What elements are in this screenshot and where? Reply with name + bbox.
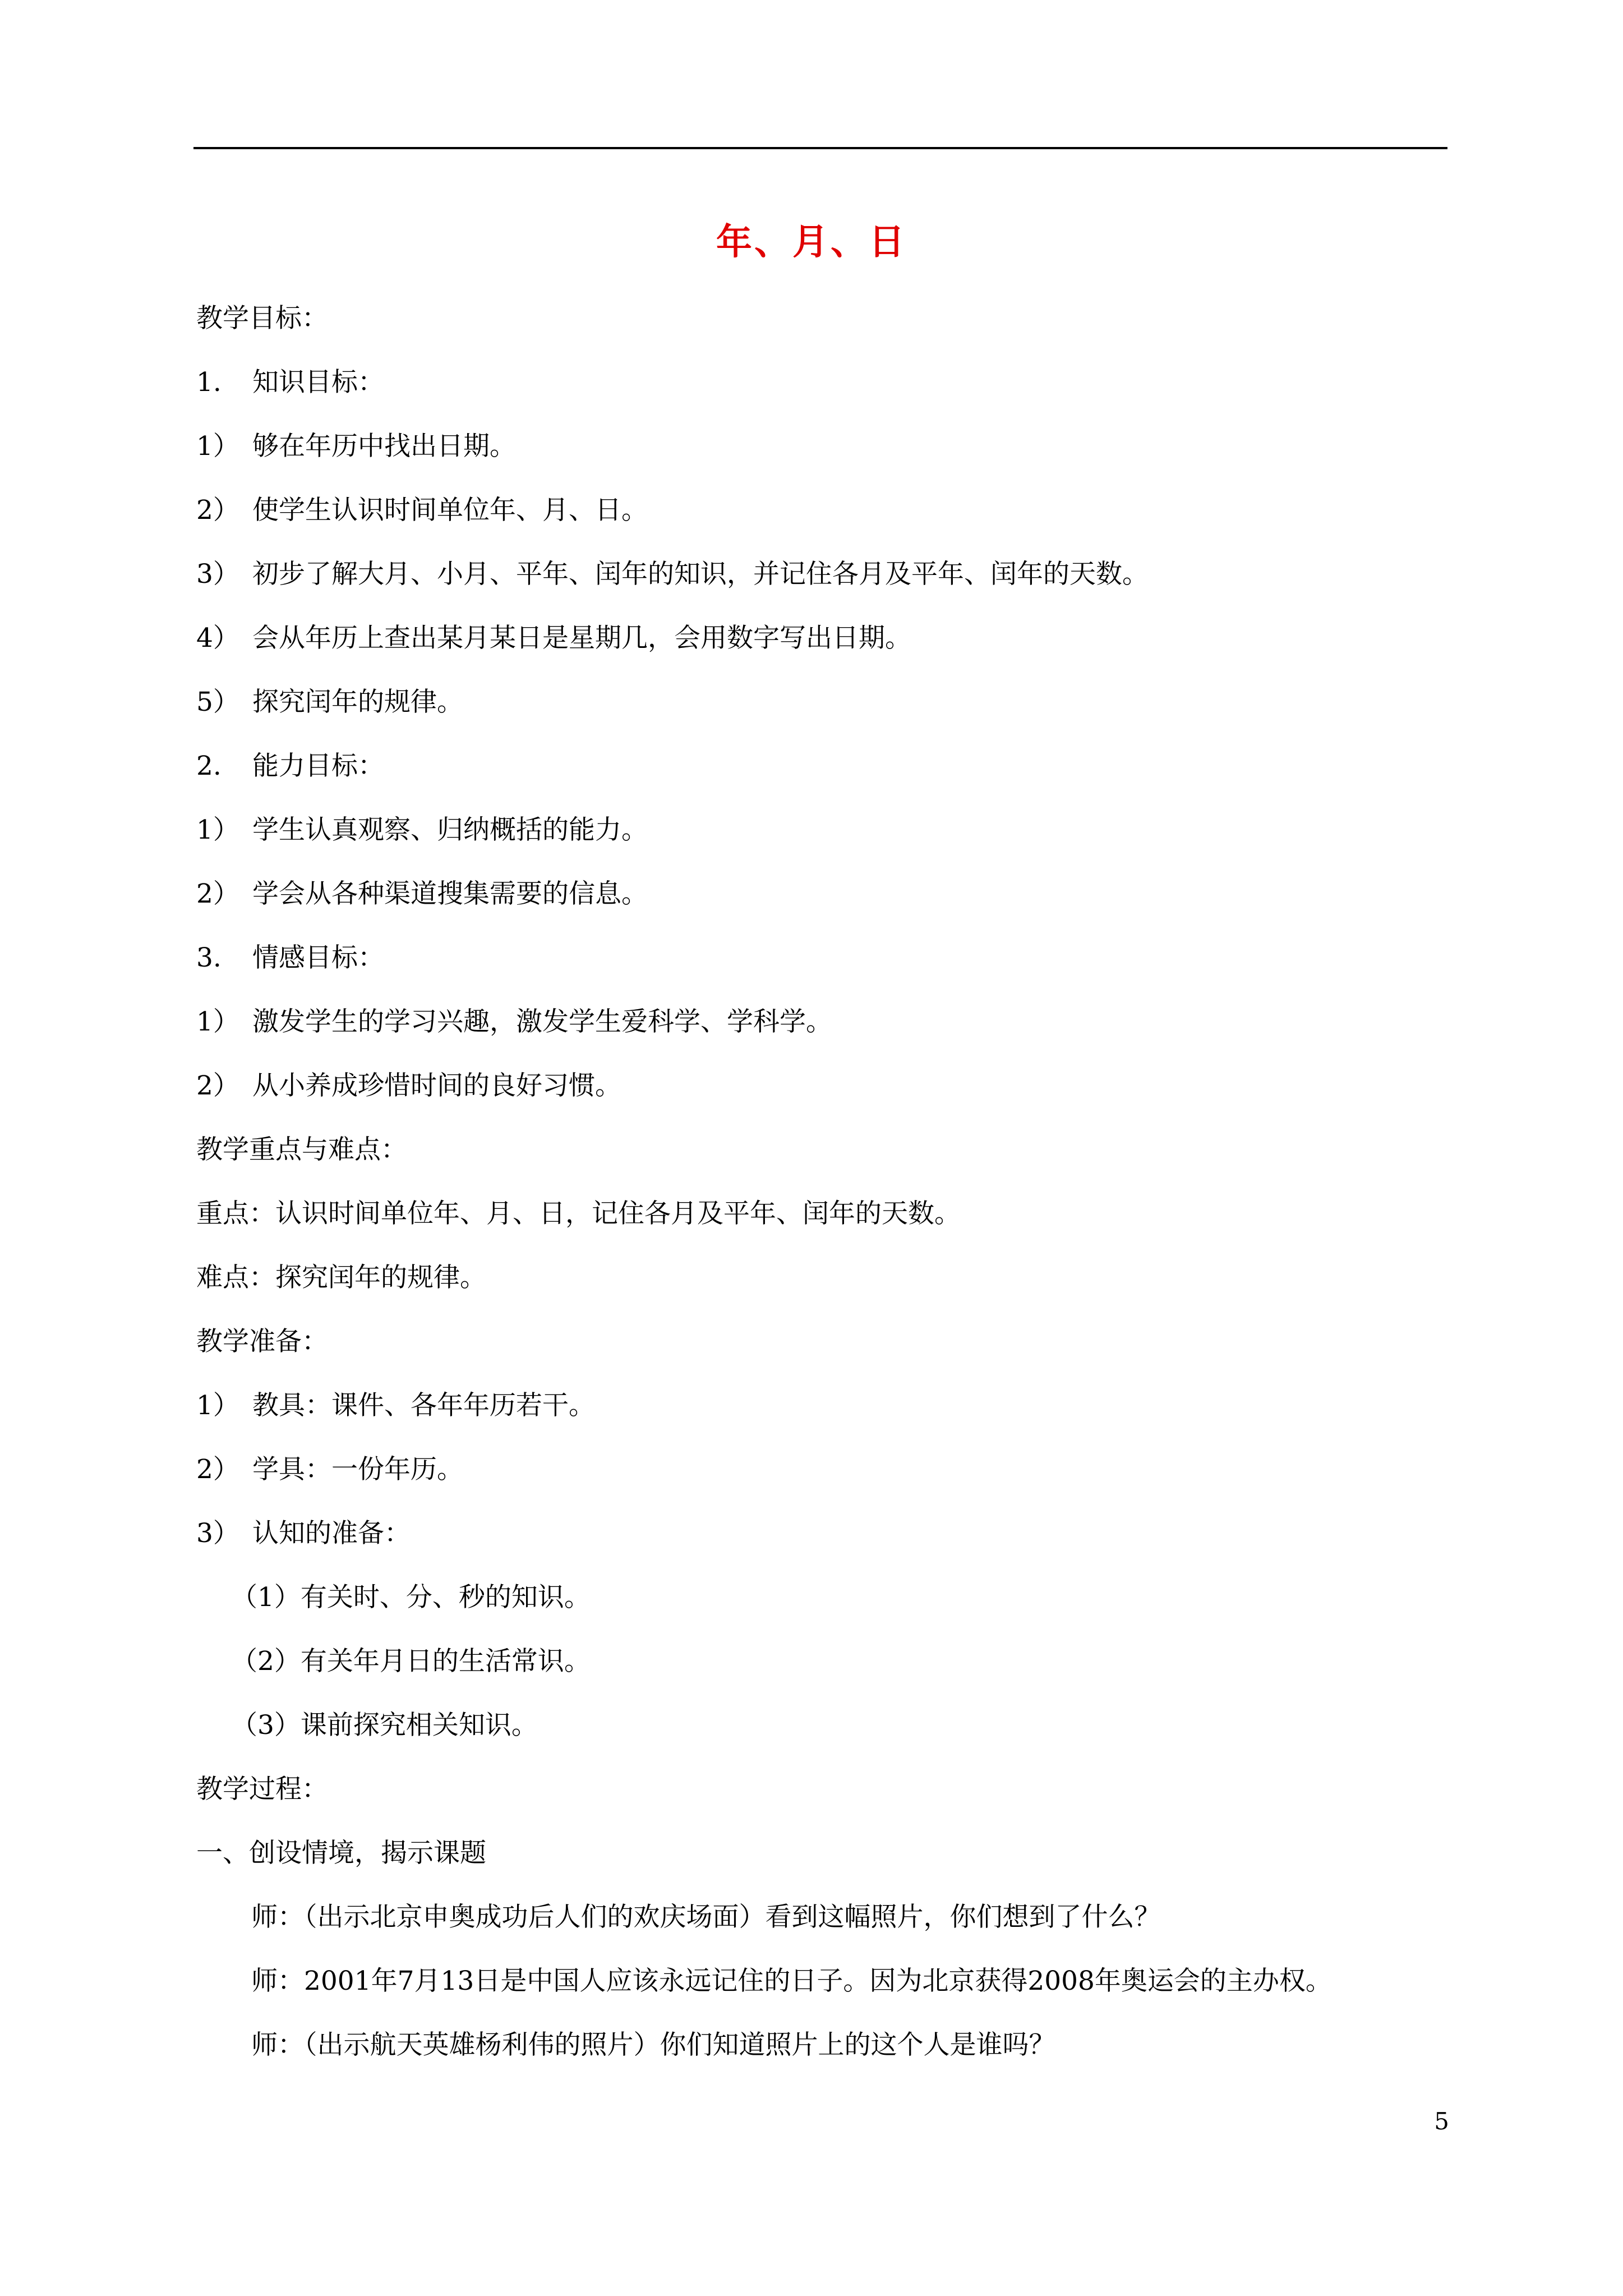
- line-text: 会从年历上查出某月某日是星期几，会用数字写出日期。: [252, 623, 911, 654]
- line-text: 教学目标：: [196, 303, 328, 334]
- text-line: [196, 674, 1453, 738]
- text-line: [196, 1058, 1453, 1122]
- text-line: [196, 1186, 1453, 1250]
- text-line: [196, 482, 1453, 546]
- line-text: 使学生认识时间单位年、月、日。: [252, 495, 648, 526]
- line-number: 1）: [196, 431, 239, 462]
- text-line: [196, 355, 1453, 418]
- document-body: [196, 291, 1453, 2081]
- document-title: 年、月、日: [716, 221, 907, 263]
- line-text: 情感目标：: [252, 942, 384, 973]
- text-line: [196, 610, 1453, 674]
- text-line: [196, 1506, 1453, 1570]
- line-text: 能力目标：: [252, 751, 384, 781]
- line-text: 教具：课件、各年年历若干。: [252, 1390, 595, 1421]
- page-number: 5: [1434, 2108, 1449, 2135]
- line-text: （1）有关时、分、秒的知识。: [231, 1582, 591, 1613]
- text-line: [196, 1761, 1453, 1825]
- line-number: 2）: [196, 1070, 239, 1101]
- text-line: [196, 1378, 1453, 1442]
- line-text: 师：（出示北京申奥成功后人们的欢庆场面）看到这幅照片，你们想到了什么？: [251, 1902, 1161, 1932]
- line-number: 1）: [196, 1390, 239, 1421]
- line-number: 2）: [196, 1454, 239, 1485]
- line-text: 认知的准备：: [252, 1518, 411, 1549]
- line-text: （3）课前探究相关知识。: [231, 1710, 538, 1741]
- text-line: [196, 1570, 1453, 1634]
- line-text: 一、创设情境，揭示课题: [196, 1838, 486, 1869]
- text-line: [196, 1953, 1453, 2017]
- text-line: [196, 802, 1453, 866]
- text-line: [196, 1697, 1453, 1761]
- line-text: 难点：探究闰年的规律。: [196, 1262, 486, 1293]
- line-text: 教学准备：: [196, 1326, 328, 1357]
- text-line: [196, 1314, 1453, 1378]
- line-text: 够在年历中找出日期。: [252, 431, 516, 462]
- header-rule: [193, 147, 1447, 149]
- line-number: 5）: [196, 687, 239, 717]
- text-line: [196, 994, 1453, 1058]
- line-text: 教学过程：: [196, 1774, 328, 1805]
- line-number: 2）: [196, 495, 239, 526]
- line-text: 知识目标：: [252, 367, 384, 398]
- text-line: [196, 418, 1453, 482]
- text-line: [196, 546, 1453, 610]
- line-number: 3）: [196, 1518, 239, 1549]
- line-number: 3.: [196, 942, 222, 973]
- text-line: [196, 1250, 1453, 1314]
- line-text: 师：（出示航天英雄杨利伟的照片）你们知道照片上的这个人是谁吗？: [251, 2030, 1055, 2060]
- line-text: 学生认真观察、归纳概括的能力。: [252, 815, 648, 845]
- line-text: 激发学生的学习兴趣，激发学生爱科学、学科学。: [252, 1006, 832, 1037]
- line-number: 4）: [196, 623, 239, 654]
- line-text: 重点：认识时间单位年、月、日，记住各月及平年、闰年的天数。: [196, 1198, 961, 1229]
- text-line: [196, 738, 1453, 802]
- line-text: 学具：一份年历。: [252, 1454, 463, 1485]
- line-text: 从小养成珍惜时间的良好习惯。: [252, 1070, 621, 1101]
- text-line: [196, 291, 1453, 355]
- line-number: 1.: [196, 367, 222, 398]
- text-line: [196, 1634, 1453, 1697]
- line-text: 探究闰年的规律。: [252, 687, 463, 717]
- line-number: 3）: [196, 559, 239, 590]
- text-line: [196, 866, 1453, 930]
- line-number: 1）: [196, 815, 239, 845]
- text-line: [196, 2017, 1453, 2081]
- text-line: [196, 1122, 1453, 1186]
- text-line: [196, 930, 1453, 994]
- line-number: 1）: [196, 1006, 239, 1037]
- line-text: 学会从各种渠道搜集需要的信息。: [252, 878, 648, 909]
- line-number: 2.: [196, 751, 222, 781]
- line-text: 初步了解大月、小月、平年、闰年的知识，并记住各月及平年、闰年的天数。: [252, 559, 1149, 590]
- text-line: [196, 1889, 1453, 1953]
- line-text: 师：2001年7月13日是中国人应该永远记住的日子。因为北京获得2008年奥运会的主办权。: [251, 1966, 1332, 1996]
- text-line: [196, 1825, 1453, 1889]
- line-text: 教学重点与难点：: [196, 1134, 407, 1165]
- line-text: （2）有关年月日的生活常识。: [231, 1646, 591, 1677]
- line-number: 2）: [196, 878, 239, 909]
- text-line: [196, 1442, 1453, 1506]
